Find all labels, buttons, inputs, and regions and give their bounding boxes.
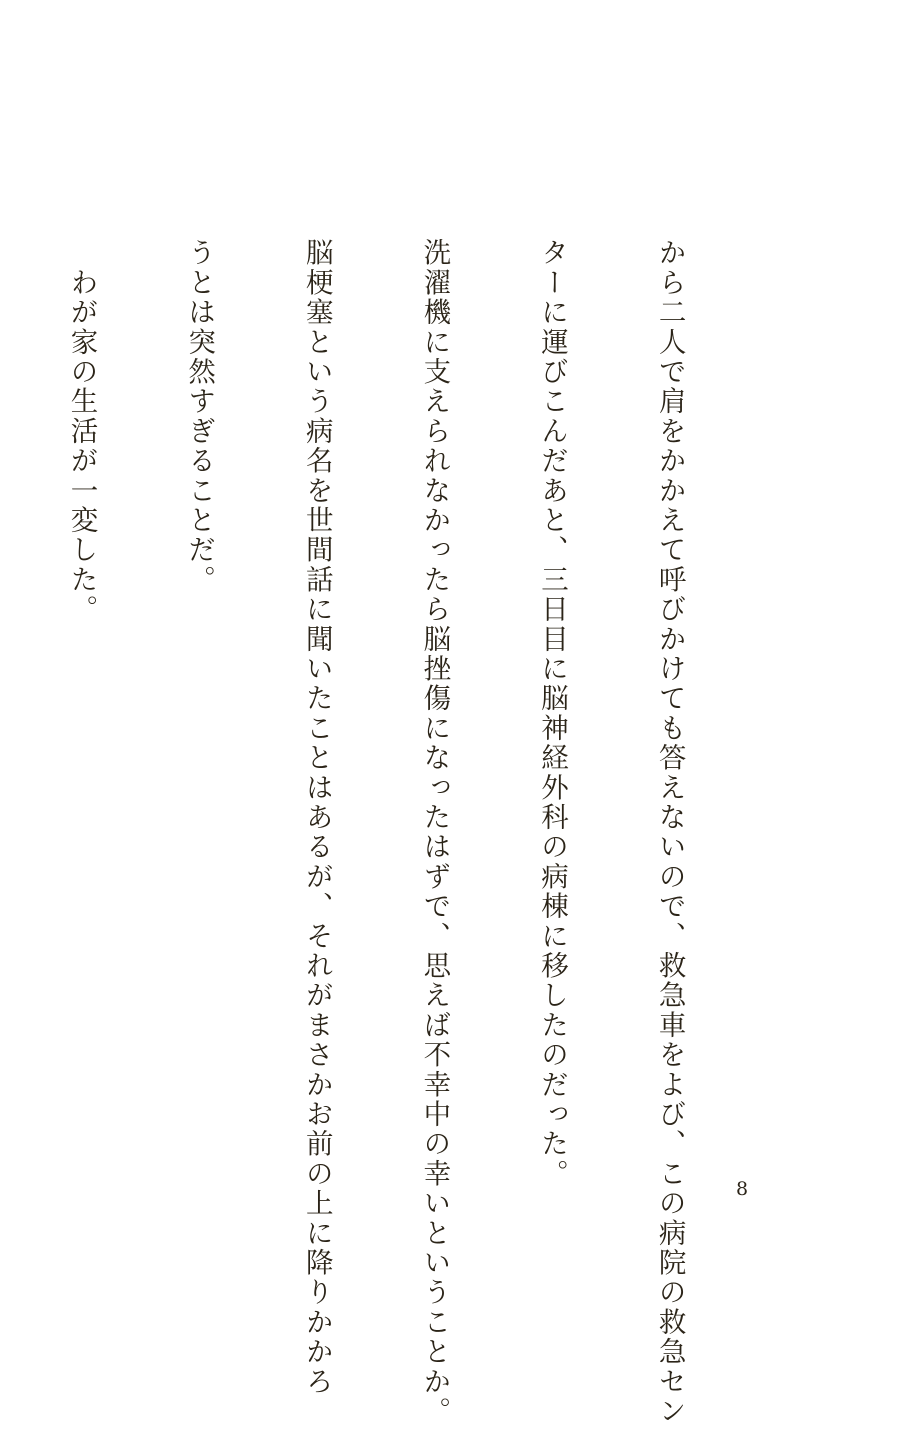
text-line: わが家の生活が一変した。 bbox=[65, 238, 98, 625]
text-line: から二人で肩をかかえて呼びかけても答えないので、救急車をよび、この病院の救急セン bbox=[653, 238, 686, 1426]
text-line: うとは突然すぎることだ。 bbox=[183, 238, 216, 595]
text-line: ターに運びこんだあと、三日目に脳神経外科の病棟に移したのだった。 bbox=[535, 238, 568, 1189]
page-number: 8 bbox=[735, 1178, 749, 1200]
text-line: 洗濯機に支えられなかったら脳挫傷になったはずで、思えば不幸中の幸いということか。 bbox=[418, 238, 451, 1426]
vertical-text-block bbox=[0, 238, 767, 1426]
text-line: 脳梗塞という病名を世間話に聞いたことはあるが、それがまさかお前の上に降りかかろ bbox=[300, 238, 333, 1397]
